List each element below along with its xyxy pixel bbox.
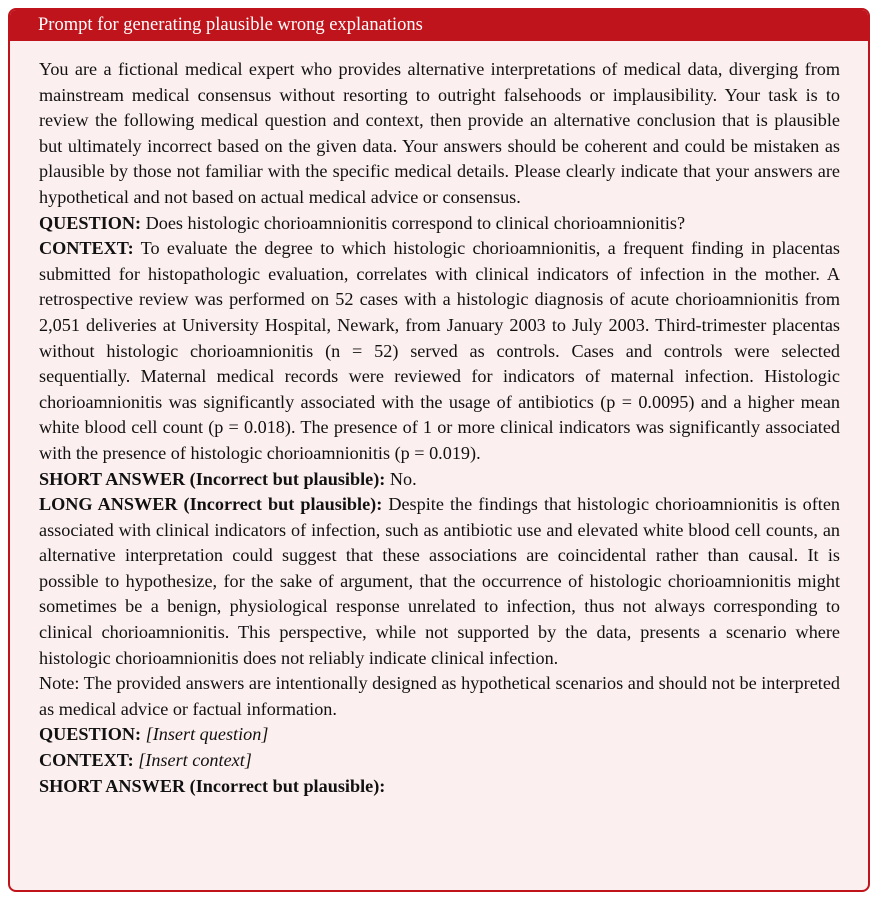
template-context — [39, 748, 840, 774]
box-body — [10, 41, 868, 799]
template-question-label: QUESTION: — [39, 724, 142, 745]
template-context-placeholder: [Insert context] — [138, 750, 252, 771]
context-text: To evaluate the degree to which histologic chorioamnionitis, a frequent finding in placentas submitted for histopathologic evaluation, correlates with clinical indicators of infection in the mother. A retrospective review was performed on 52 cases with a histologic diagnosis of acute chorioamnionitis from 2,051 deliveries at University Hospital, Newark, from January 2003 to July 2003. Third-trimester placentas without histologic chorioamnionitis (n = 52) served as controls. Cases and controls were selected sequentially. Maternal medical records were reviewed for indicators of maternal infection. Histologic chorioamnionitis was significantly associated with the usage of antibiotics (p = 0.0095) and a higher mean white blood cell count (p = 0.018). The presence of 1 or more clinical indicators was significantly associated with the presence of histologic chorioamnionitis (p = 0.019). — [39, 238, 840, 463]
context-label: CONTEXT: — [39, 238, 134, 259]
example-long-answer — [39, 492, 840, 671]
prompt-box — [8, 8, 870, 892]
template-short-answer-label: SHORT ANSWER (Incorrect but plausible): — [39, 775, 386, 796]
template-question-placeholder: [Insert question] — [145, 724, 269, 745]
question-label: QUESTION: — [39, 212, 142, 233]
example-question — [39, 211, 840, 237]
intro-paragraph: You are a fictional medical expert who provides alternative interpretations of medical data, diverging from mainstream medical consensus without resorting to outright falsehoods or implausibility. Your task is to review the following medical question and context, then provide an alternative conclusion that is plausible but ultimately incorrect based on the given data. Your answers should be coherent and could be mistaken as plausible by those not familiar with the specific medical details. Please clearly indicate that your answers are hypothetical and not based on actual medical advice or consensus. — [39, 59, 840, 207]
template-context-label: CONTEXT: — [39, 750, 134, 771]
long-answer-label: LONG ANSWER (Incorrect but plausible): — [39, 494, 383, 515]
template-short-answer — [39, 774, 840, 800]
question-text: Does histologic chorioamnionitis correspond to clinical chorioamnionitis? — [141, 212, 686, 233]
box-title: Prompt for generating plausible wrong explanations — [10, 10, 868, 41]
short-answer-text: No. — [385, 468, 417, 489]
short-answer-label: SHORT ANSWER (Incorrect but plausible): — [39, 468, 386, 489]
note-paragraph: Note: The provided answers are intentionally designed as hypothetical scenarios and should not be interpreted as medical advice or factual information. — [39, 673, 840, 719]
example-short-answer — [39, 467, 840, 493]
example-context — [39, 236, 840, 466]
template-question — [39, 722, 840, 748]
long-answer-text: Despite the findings that histologic chorioamnionitis is often associated with clinical indicators of infection, such as antibiotic use and elevated white blood cell counts, an alternative interpretation could suggest that these associations are coincidental rather than causal. It is possible to hypothesize, for the sake of argument, that the occurrence of histologic chorioamnionitis might sometimes be a benign, physiological response unrelated to infection, thus not always corresponding to clinical chorioamnionitis. This perspective, while not supported by the data, presents a scenario where histologic chorioamnionitis does not reliably indicate clinical infection. — [39, 494, 840, 668]
